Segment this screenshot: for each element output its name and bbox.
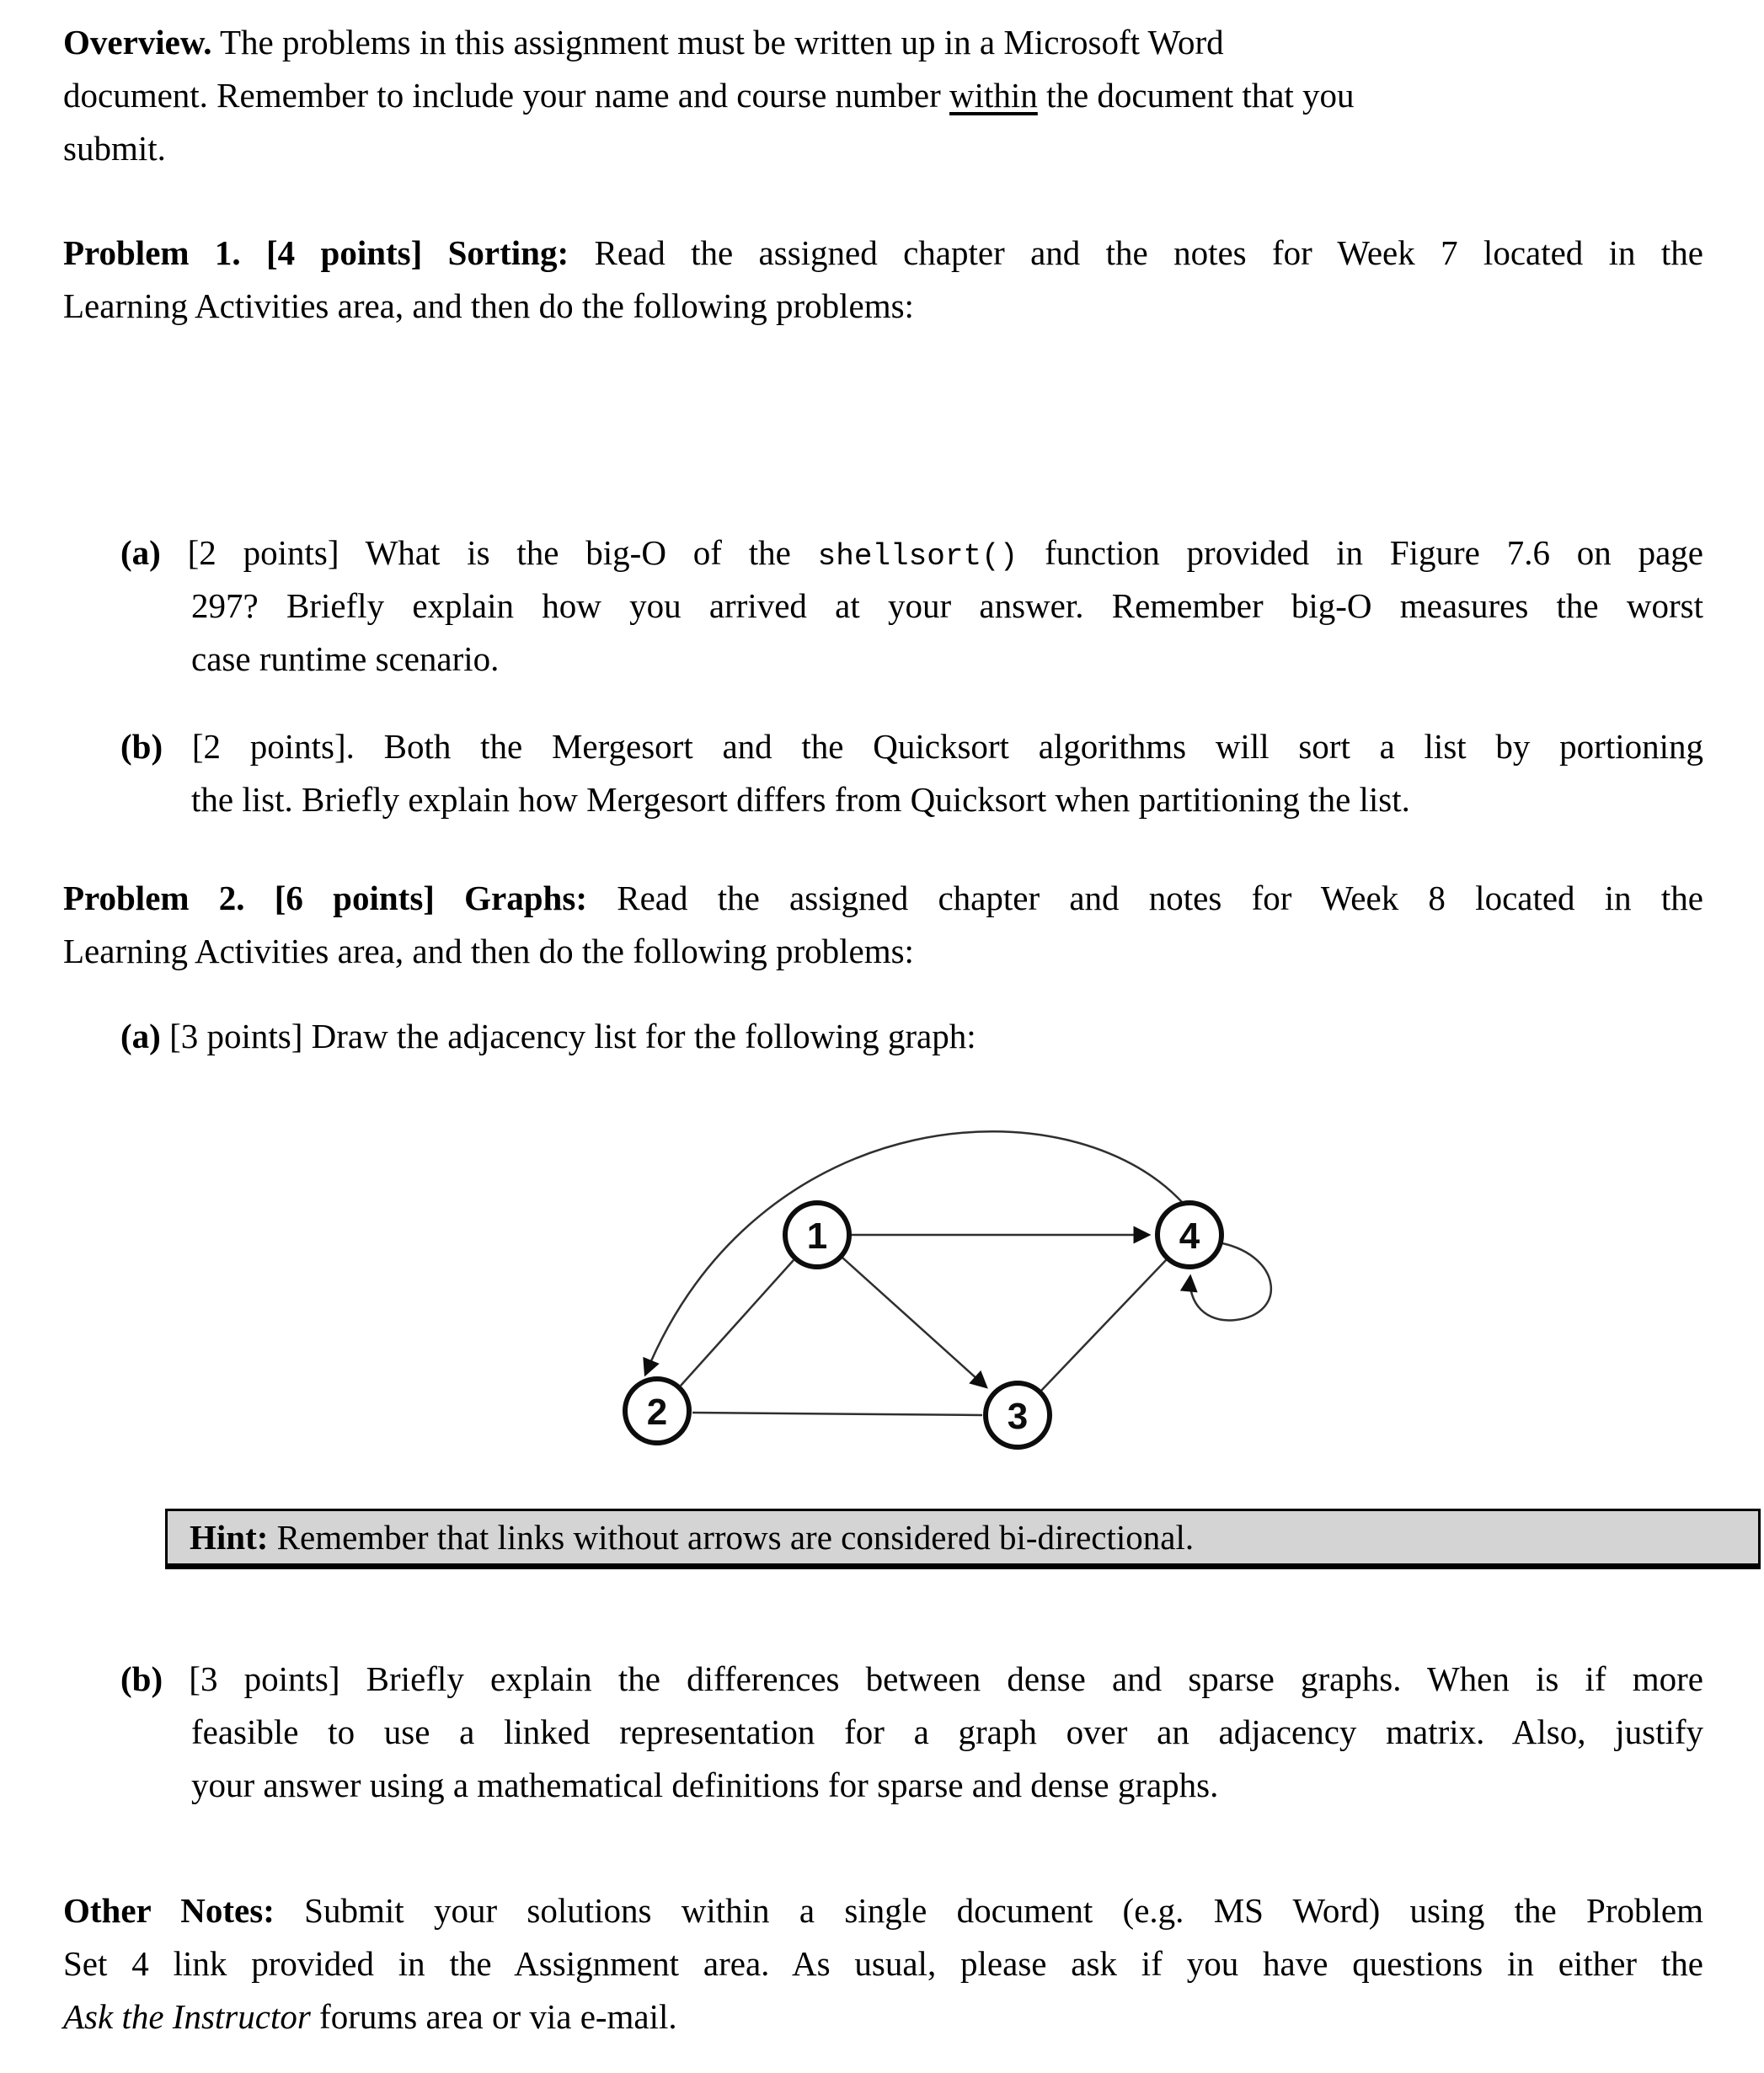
text-line [120,580,1703,633]
other-notes-heading: Other Notes: [63,1891,275,1930]
edge-4-2-arc [645,1131,1182,1375]
text-line [63,925,1703,978]
problem2-item-b [120,1653,1703,1812]
item-2b-text-3: your answer using a mathematical definitions for sparse and dense graphs. [191,1766,1219,1804]
hint-label: Hint: [190,1518,269,1557]
other-notes-text-1: Submit your solutions within a single document (e.g. MS Word) using the Problem [274,1891,1703,1930]
edge-1-3 [842,1258,986,1387]
problem1-paragraph [63,227,1703,333]
node-3-label: 3 [1007,1396,1029,1437]
item-a-text-1a: [2 points] What is the big-O of the [160,533,818,572]
text-line [120,720,1703,773]
text-line [63,872,1703,925]
other-notes-text-2: Set 4 link provided in the Assignment area. As usual, please ask if you have questions in either the [63,1944,1703,1983]
node-4-label: 4 [1179,1215,1200,1257]
text-line [63,1937,1703,1990]
other-notes-paragraph [63,1884,1703,2044]
item-a-text-2: 297? Briefly explain how you arrived at your answer. Remember big-O measures the worst [191,586,1703,625]
node-1-label: 1 [806,1215,828,1257]
text-line [63,280,1703,333]
item-b-text-1: [2 points]. Both the Mergesort and the Quicksort algorithms will sort a list by portioning [163,727,1703,766]
text-line [120,1653,1703,1706]
item-2a-marker: (a) [120,1017,161,1055]
problem1-item-a [120,526,1703,686]
text-line [120,1759,1703,1812]
edge-1-2 [681,1260,794,1386]
text-line [63,16,1703,69]
problem2-text-1: Read the assigned chapter and notes for Week 8 located in the [586,879,1704,917]
other-notes-text-3: forums area or via e-mail. [310,1997,677,2036]
text-line [63,227,1703,280]
problem2-paragraph [63,872,1703,978]
edge-2-3 [692,1413,982,1415]
node-2-label: 2 [646,1392,668,1433]
ask-instructor-italic: Ask the Instructor [63,1997,311,2036]
overview-text-2a: document. Remember to include your name and course number [63,76,950,115]
directed-graph-figure [548,1095,1643,1499]
hint-box [165,1509,1761,1569]
overview-label: Overview. [63,23,212,61]
problem2-item-a [120,1010,1703,1063]
overview-text-2b: the document that you [1037,76,1355,115]
shellsort-code: shellsort() [817,539,1018,574]
overview-paragraph [63,16,1703,175]
text-line [120,1706,1703,1759]
text-line [120,773,1703,826]
text-line [63,122,1703,175]
item-2b-marker: (b) [120,1659,163,1698]
underlined-word: within [949,76,1038,115]
item-2b-text-2: feasible to use a linked representation for a graph over an adjacency matrix. Also, justify [191,1712,1703,1751]
text-line [63,1884,1703,1937]
text-line [120,526,1703,580]
problem2-text-2: Learning Activities area, and then do the following problems: [63,932,914,970]
problem1-heading: Problem 1. [4 points] Sorting: [63,233,569,272]
item-a-text-1b: function provided in Figure 7.6 on page [1018,533,1703,572]
problem1-text-1: Read the assigned chapter and the notes for Week 7 located in the [569,233,1703,272]
hint-text: Remember that links without arrows are considered bi-directional. [268,1518,1195,1557]
item-b-text-2: the list. Briefly explain how Mergesort differs from Quicksort when partitioning the list. [191,780,1410,819]
problem1-item-b [120,720,1703,826]
text-line [120,1010,1703,1063]
text-line [120,633,1703,686]
edge-3-4 [1040,1259,1167,1392]
item-a-marker: (a) [120,533,161,572]
problem1-text-2: Learning Activities area, and then do the following problems: [63,286,914,325]
item-2a-text-1: [3 points] Draw the adjacency list for the following graph: [160,1017,976,1055]
overview-text-1: The problems in this assignment must be written up in a Microsoft Word [211,23,1224,61]
overview-text-3: submit. [63,129,166,168]
problem2-heading: Problem 2. [6 points] Graphs: [63,879,587,917]
text-line [63,1990,1703,2044]
item-2b-text-1: [3 points] Briefly explain the differences between dense and sparse graphs. When is if more [163,1659,1703,1698]
item-a-text-3: case runtime scenario. [191,639,500,678]
item-b-marker: (b) [120,727,163,766]
text-line [63,69,1703,122]
